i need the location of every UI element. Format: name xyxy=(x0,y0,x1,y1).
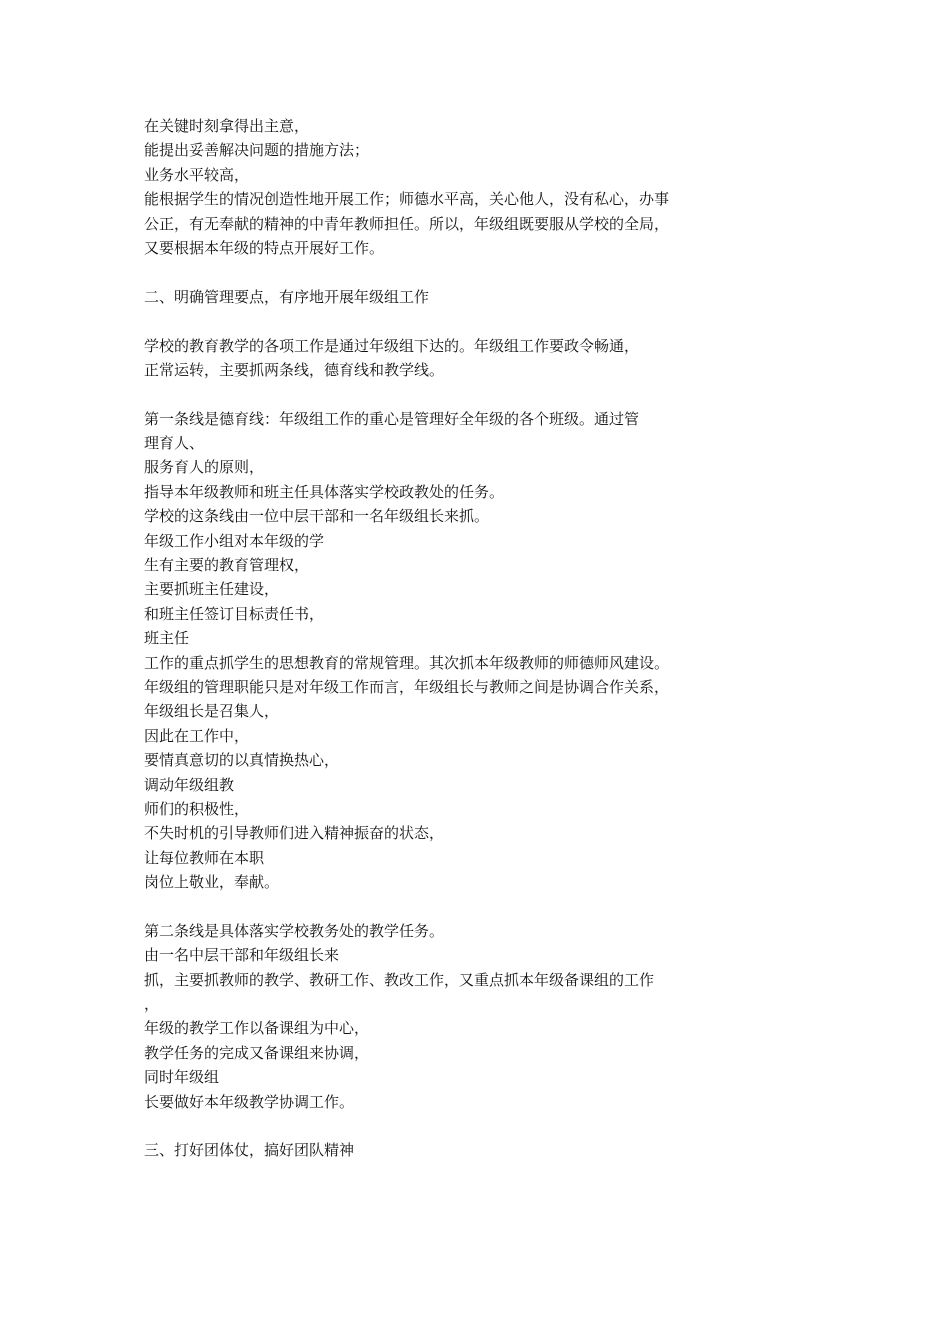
text-line: 不失时机的引导教师们进入精神振奋的状态， xyxy=(144,824,445,843)
text-line: 要情真意切的以真情换热心， xyxy=(144,751,340,770)
paragraph xyxy=(144,1138,744,1162)
text-line: 三、打好团体仗，搞好团队精神 xyxy=(144,1141,355,1160)
text-line: 正常运转，主要抓两条线，德育线和教学线。 xyxy=(144,360,445,379)
text-line: 二、明确管理要点，有序地开展年级组工作 xyxy=(144,287,430,306)
text-line: ， xyxy=(144,995,160,1014)
text-line: 由一名中层干部和年级组长来 xyxy=(144,946,340,965)
text-line: 又要根据本年级的特点开展好工作。 xyxy=(144,238,385,257)
text-line: 指导本年级教师和班主任具体落实学校政教处的任务。 xyxy=(144,482,505,501)
text-line: 第一条线是德育线：年级组工作的重心是管理好全年级的各个班级。通过管 xyxy=(144,409,640,428)
paragraph-gap xyxy=(144,260,744,284)
document-body xyxy=(144,114,744,1163)
text-line: 工作的重点抓学生的思想教育的常规管理。其次抓本年级教师的师德师风建设。 xyxy=(144,653,670,672)
text-line: 第二条线是具体落实学校教务处的教学任务。 xyxy=(144,921,445,940)
text-line: 服务育人的原则， xyxy=(144,458,265,477)
text-line: 抓，主要抓教师的教学、教研工作、教改工作，又重点抓本年级备课组的工作 xyxy=(144,970,655,989)
text-line: 能根据学生的情况创造性地开展工作；师德水平高，关心他人，没有私心，办事 xyxy=(144,190,670,209)
text-line: 主要抓班主任建设， xyxy=(144,580,280,599)
text-line: 生有主要的教育管理权， xyxy=(144,556,310,575)
text-line: 年级的教学工作以备课组为中心， xyxy=(144,1019,370,1038)
text-line: 年级组的管理职能只是对年级工作而言，年级组长与教师之间是协调合作关系， xyxy=(144,677,670,696)
paragraph xyxy=(144,334,744,383)
text-line: 教学任务的完成又备课组来协调， xyxy=(144,1043,370,1062)
text-line: 岗位上敬业，奉献。 xyxy=(144,873,280,892)
paragraph-gap xyxy=(144,309,744,333)
text-line: 理育人、 xyxy=(144,434,205,453)
paragraph xyxy=(144,919,744,1114)
text-line: 让每位教师在本职 xyxy=(144,848,265,867)
text-line: 学校的教育教学的各项工作是通过年级组下达的。年级组工作要政令畅通， xyxy=(144,336,640,355)
paragraph xyxy=(144,114,744,260)
text-line: 师们的积极性， xyxy=(144,799,250,818)
text-line: 业务水平较高， xyxy=(144,165,250,184)
paragraph-gap xyxy=(144,895,744,919)
text-line: 班主任 xyxy=(144,629,190,648)
paragraph-gap xyxy=(144,382,744,406)
text-line: 同时年级组 xyxy=(144,1068,220,1087)
text-line: 年级工作小组对本年级的学 xyxy=(144,531,325,550)
text-line: 能提出妥善解决问题的措施方法； xyxy=(144,141,370,160)
text-line: 学校的这条线由一位中层干部和一名年级组长来抓。 xyxy=(144,507,490,526)
text-line: 在关键时刻拿得出主意， xyxy=(144,117,310,135)
text-line: 因此在工作中， xyxy=(144,726,250,745)
text-line: 长要做好本年级教学协调工作。 xyxy=(144,1092,355,1111)
paragraph xyxy=(144,285,744,309)
paragraph xyxy=(144,407,744,895)
text-line: 和班主任签订目标责任书， xyxy=(144,604,325,623)
text-line: 年级组长是召集人， xyxy=(144,702,280,721)
text-line: 公正，有无奉献的精神的中青年教师担任。所以，年级组既要服从学校的全局， xyxy=(144,214,670,233)
text-line: 调动年级组教 xyxy=(144,775,235,794)
paragraph-gap xyxy=(144,1114,744,1138)
